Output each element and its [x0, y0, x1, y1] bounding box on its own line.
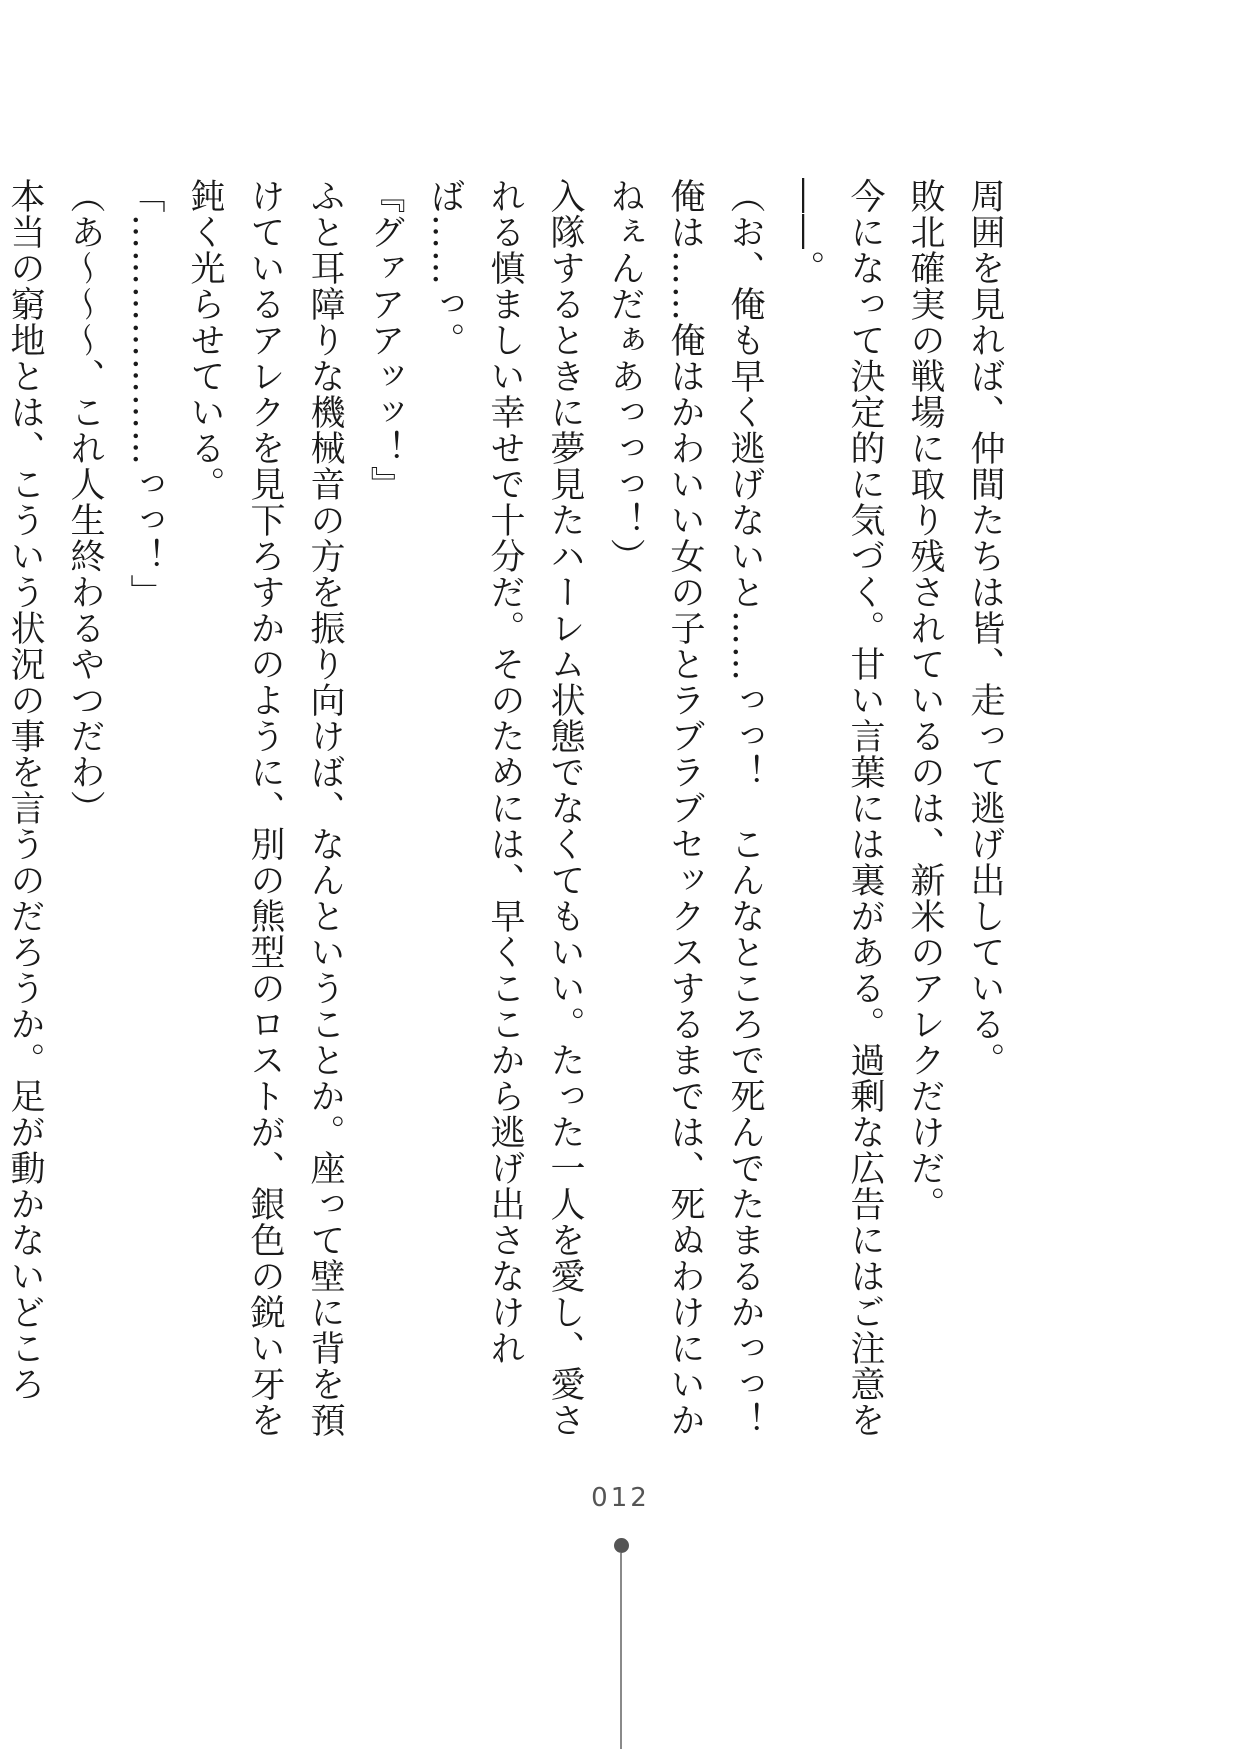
paragraph: ふと耳障りな機械音の方を振り向けば、なんということか。座って壁に背を預けているアレクを見下ろすかのように、別の熊型のロストが、銀色の鋭い牙を鈍く光らせている。 — [185, 178, 345, 1438]
page-marker-line — [620, 1553, 622, 1749]
page-marker-dot — [614, 1538, 629, 1553]
paragraph: 『グァアアッッ！』 — [365, 178, 405, 502]
paragraph: 今になって決定的に気づく。甘い言葉には裏がある。過剰な広告にはご注意を――。 — [785, 178, 885, 1438]
paragraph: 入隊するときに夢見たハーレム状態でなくてもいい。たった一人を愛し、愛される慎ましい幸せで十分だ。そのためには、早くここから逃げ出さなければ……っ。 — [425, 178, 585, 1438]
page-number: 012 — [591, 1483, 650, 1513]
body-text — [0, 178, 1015, 1474]
paragraph: 本当の窮地とは、こういう状況の事を言うのだろうか。足が動かないどころ — [5, 178, 45, 1402]
paragraph: 「…………………っっ！」 — [125, 178, 165, 610]
paragraph: （あ～～～、これ人生終わるやつだわ） — [65, 178, 105, 826]
paragraph: （お、俺も早く逃げないと……っっ！ こんなところで死んでたまるかっっ！ 俺は……俺はかわいい女の子とラブラブセックスするまでは、死ぬわけにいかねぇんだぁあっっっ！） — [605, 178, 765, 1474]
paragraph: 敗北確実の戦場に取り残されているのは、新米のアレクだけだ。 — [905, 178, 945, 1222]
paragraph: 周囲を見れば、仲間たちは皆、走って逃げ出している。 — [965, 178, 1005, 1078]
